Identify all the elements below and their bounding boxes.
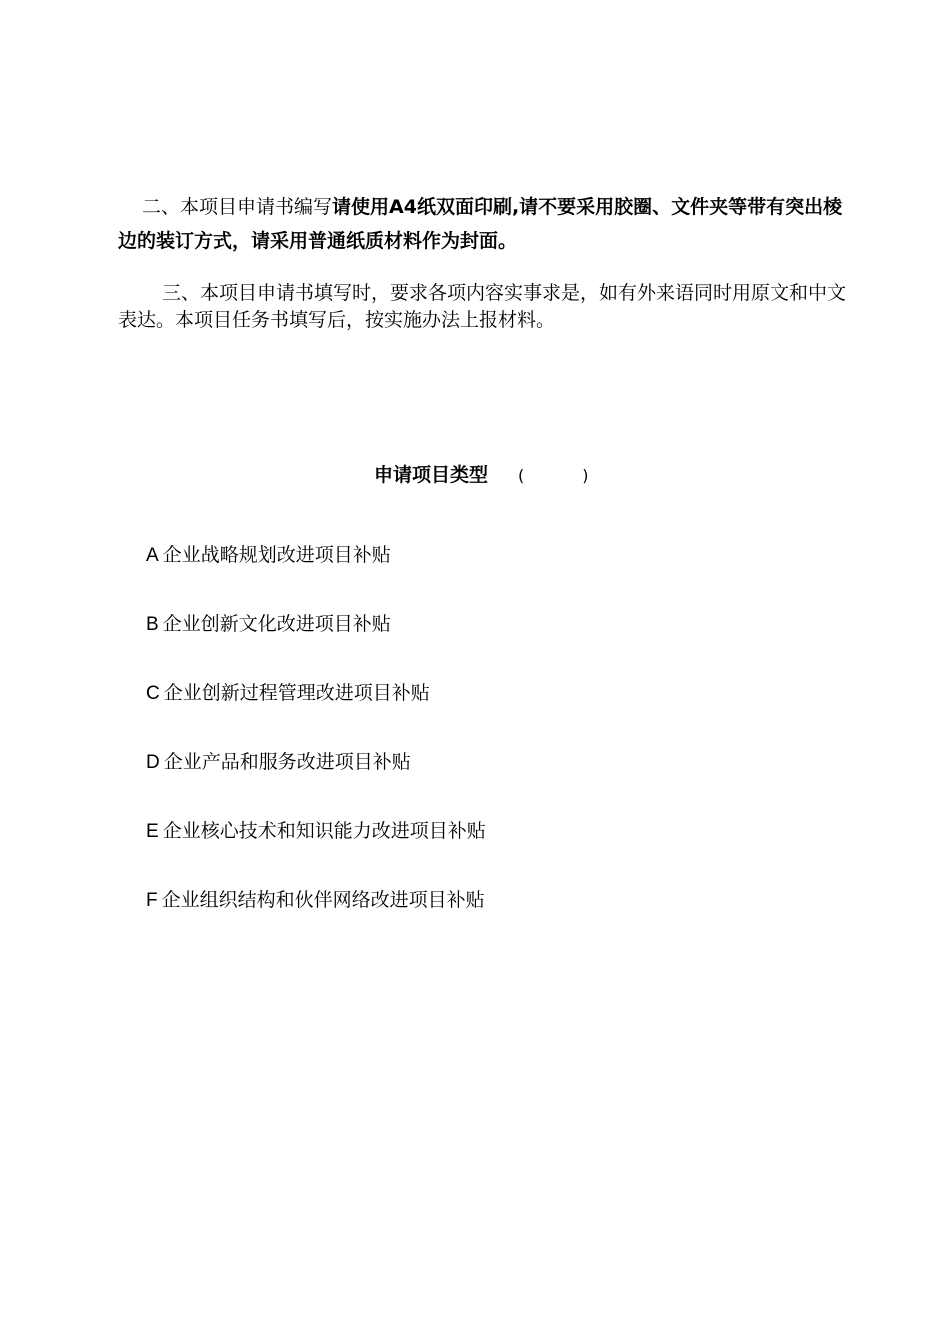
option-letter: D [146, 752, 160, 773]
option-letter: F [146, 890, 158, 911]
instruction-item-2 [118, 190, 852, 258]
project-type-paren-close: ) [582, 466, 589, 485]
option-a [146, 538, 486, 607]
project-type-heading [374, 460, 589, 491]
option-text: 企业创新过程管理改进项目补贴 [163, 682, 430, 704]
option-letter: E [146, 821, 159, 842]
option-text: 企业核心技术和知识能力改进项目补贴 [162, 820, 486, 842]
instruction-item-3: 三、本项目申请书填写时，要求各项内容实事求是，如有外来语同时用原文和中文表达。本项目任务书填写后，按实施办法上报材料。 [118, 282, 847, 331]
option-b [146, 607, 486, 676]
option-c [146, 676, 486, 745]
option-text: 企业组织结构和伙伴网络改进项目补贴 [161, 889, 485, 911]
instruction-item-2-bold: 请使用A4纸双面印刷,请不要采用胶圈、文件夹等带有突出棱边的装订方式，请采用普通纸质材料作为封面。 [118, 196, 843, 252]
option-text: 企业创新文化改进项目补贴 [162, 613, 391, 635]
option-f [146, 883, 486, 952]
project-type-label: 申请项目类型 [374, 464, 489, 486]
instruction-item-2-normal: 二、本项目申请书编写 [142, 196, 333, 218]
option-text: 企业产品和服务改进项目补贴 [163, 751, 411, 773]
project-type-options [146, 538, 486, 952]
option-text: 企业战略规划改进项目补贴 [162, 544, 391, 566]
project-type-paren-open: ( [518, 466, 525, 485]
option-letter: A [146, 545, 159, 566]
option-d [146, 745, 486, 814]
option-e [146, 814, 486, 883]
option-letter: C [146, 683, 160, 704]
option-letter: B [146, 614, 159, 635]
